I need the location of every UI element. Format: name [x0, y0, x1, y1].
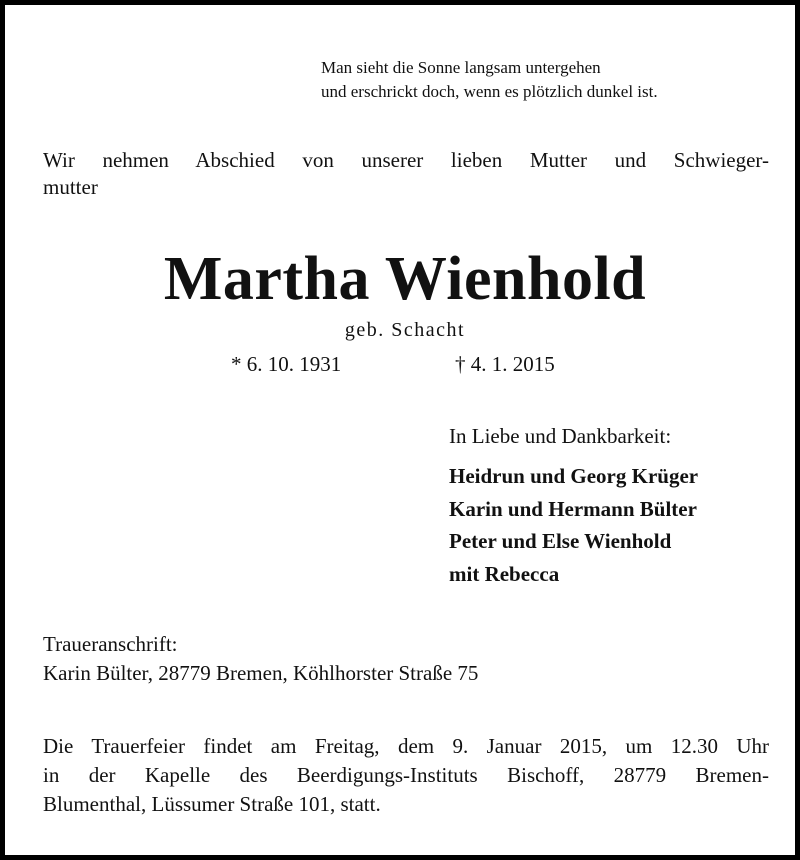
address-label: Traueranschrift:: [43, 632, 178, 656]
birth-date: * 6. 10. 1931: [231, 352, 342, 376]
intro-line-2: mutter: [43, 175, 98, 199]
service-line-1: Die Trauerfeier findet am Freitag, dem 9. Januar 2015, um 12.30 Uhr: [43, 734, 769, 758]
maiden-name: geb. Schacht: [344, 319, 466, 341]
service-line-2: in der Kapelle des Beerdigungs-Instituts Bischoff, 28779 Bremen-: [43, 763, 769, 787]
intro-line-1: Wir nehmen Abschied von unserer lieben Mutter und Schwieger-: [43, 148, 769, 172]
funeral-service-info: [43, 732, 769, 819]
mourners-list: [449, 460, 698, 590]
address-value: Karin Bülter, 28779 Bremen, Köhlhorster Straße 75: [43, 661, 479, 685]
service-line-3: Blumenthal, Lüssumer Straße 101, statt.: [43, 792, 381, 816]
mourning-address: [43, 630, 478, 688]
mourner-name: Heidrun und Georg Krüger: [449, 464, 699, 488]
memorial-quote: [321, 56, 658, 104]
mourner-name: mit Rebecca: [449, 561, 560, 586]
quote-line-2: und erschrickt doch, wenn es plötzlich dunkel ist.: [321, 82, 658, 101]
intro-text: [43, 147, 769, 201]
mourner-name: Karin und Hermann Bülter: [449, 496, 697, 521]
mourner-name: Peter und Else Wienhold: [449, 529, 672, 553]
deceased-name: Martha Wienhold: [163, 245, 647, 313]
mourners-heading: In Liebe und Dankbarkeit:: [449, 424, 672, 448]
death-date: † 4. 1. 2015: [455, 352, 555, 376]
quote-line-1: Man sieht die Sonne langsam untergehen: [321, 58, 601, 77]
